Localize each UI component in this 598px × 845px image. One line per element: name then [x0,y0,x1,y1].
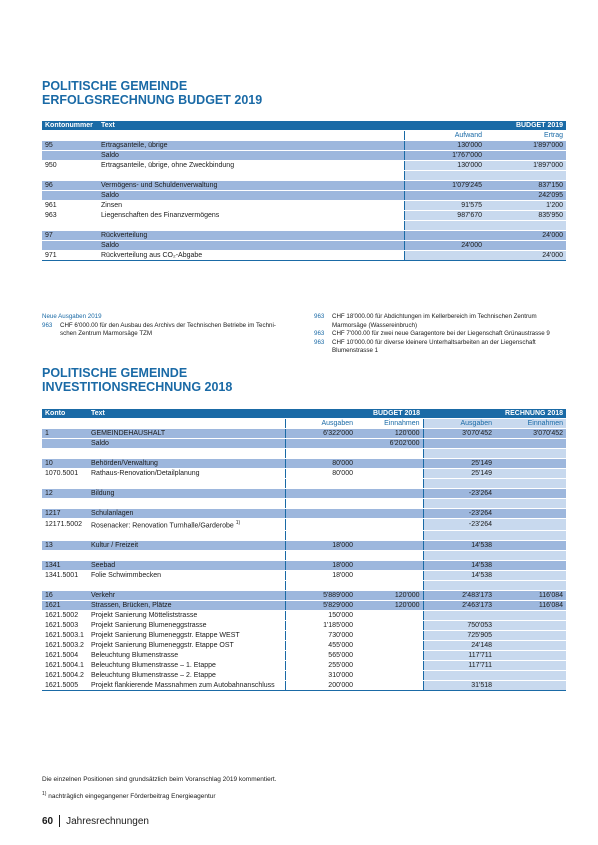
col-text: Text [98,121,404,131]
col-kontonummer: Kontonummer [42,121,98,131]
col-rechnung-einnahmen: Einnahmen [495,419,566,429]
col-rechnung-ausgaben: Ausgaben [423,419,495,429]
table-row: 1341.5001 Folie Schwimmbecken 18'000 14'538 [42,571,566,581]
table-row: Saldo 6'202'000 [42,439,566,449]
footnote-1 [42,790,216,801]
note-line: 963 CHF 18'000.00 für Abdichtungen im Kellerbereich im Technischen Zentrum [314,313,537,320]
notes-left [42,313,302,339]
table-row: 1621.5002 Projekt Sanierung Mötteliststrasse 150'000 [42,611,566,621]
investitionsrechnung-table [42,409,566,691]
section1-title-line2: ERFOLGSRECHNUNG BUDGET 2019 [42,93,263,107]
table-row: 16 Verkehr 5'889'000 120'000 2'483'173 116'084 [42,591,566,601]
table-row: 1621.5004.1 Beleuchtung Blumenstrasse – 1. Etappe 255'000 117'711 [42,661,566,671]
footnote-ref: 1) [235,520,241,526]
section2-title [42,366,232,394]
table-row: 950 Ertragsanteile, übrige, ohne Zweckbindung 130'000 1'897'000 [42,161,566,171]
col-text: Text [88,409,285,419]
table-row: 961 Zinsen 91'575 1'200 [42,201,566,211]
table-row: 1621.5004.2 Beleuchtung Blumenstrasse – 2. Etappe 310'000 [42,671,566,681]
table-row: 1621.5003 Projekt Sanierung Blumeneggstrasse 1'185'000 750'053 [42,621,566,631]
col-ertrag: Ertrag [485,131,566,141]
col-budget-ausgaben: Ausgaben [285,419,356,429]
note-line: Blumenstrasse 1 [332,347,379,354]
table-row: 971 Rückverteilung aus CO₂-Abgabe 24'000 [42,251,566,261]
col-konto: Konto [42,409,88,419]
table-row: 1621.5004 Beleuchtung Blumenstrasse 565'000 117'711 [42,651,566,661]
note-line: 963 CHF 10'000.00 für diverse kleinere Unterhaltsarbeiten an der Liegenschaft [314,338,536,346]
page-footer [42,815,149,827]
col-aufwand: Aufwand [404,131,485,141]
table-row: 1621.5005 Projekt flankierende Massnahmen zum Autobahnanschluss 200'000 31'518 [42,681,566,691]
table-row: 1217 Schulanlagen -23'264 [42,509,566,519]
page-divider [59,815,60,827]
section1-title-line1: POLITISCHE GEMEINDE [42,79,188,93]
section2-title-line1: POLITISCHE GEMEINDE [42,366,188,380]
footnote-marker: 1) [42,791,47,797]
table-row: 1621.5003.1 Projekt Sanierung Blumeneggstr. Etappe WEST 730'000 725'905 [42,631,566,641]
section1-title [42,79,262,107]
table-row: 1341 Seebad 18'000 14'538 [42,561,566,571]
note-line: Marmorsäge (Wassereinbruch) [332,321,418,329]
footnote-comment: Die einzelnen Positionen sind grundsätzlich beim Voranschlag 2019 kommentiert. [42,776,277,783]
page-label: Jahresrechnungen [66,815,149,827]
table-row: 12 Bildung -23'264 [42,489,566,499]
col-budget-2019: BUDGET 2019 [404,121,566,131]
table-row: 12171.5002 Rosenacker: Renovation Turnhalle/Garderobe $^{1)}$ -23'264 [42,519,566,531]
table-row: 10 Behörden/Verwaltung 80'000 25'149 [42,459,566,469]
table-row: Saldo 24'000 [42,241,566,251]
table-row: Saldo 242'095 [42,191,566,201]
col-rechnung-2018: RECHNUNG 2018 [423,409,566,419]
table-row: 96 Vermögens- und Schuldenverwaltung 1'079'245 837'150 [42,181,566,191]
page-number: 60 [42,815,54,827]
table-row: 13 Kultur / Freizeit 18'000 14'538 [42,541,566,551]
erfolgsrechnung-table [42,121,566,261]
note-line: 963 CHF 6'000.00 für den Ausbau des Archivs der Technischen Betriebe im Techni- [42,321,276,329]
table-row: 1621 Strassen, Brücken, Plätze 5'829'000 120'000 2'463'173 116'084 [42,601,566,611]
table-row: 1 GEMEINDEHAUSHALT 6'322'000 120'000 3'070'452 3'070'452 [42,429,566,439]
footnote-text: nachträglich eingegangener Förderbeitrag Energieagentur [48,793,216,801]
note-line: schen Zentrum Marmorsäge TZM [60,330,153,337]
table-row: 95 Ertragsanteile, übrige 130'000 1'897'000 [42,141,566,151]
table-row: Saldo 1'767'000 [42,151,566,161]
table-row: 963 Liegenschaften des Finanzvermögens 987'670 835'950 [42,211,566,221]
col-budget-einnahmen: Einnahmen [356,419,423,429]
note-line: 963 CHF 7'000.00 für zwei neue Garagentore bei der Liegenschaft Grünaustrasse 9 [314,330,550,337]
table-row: 1621.5003.2 Projekt Sanierung Blumeneggstr. Etappe OST 455'000 24'148 [42,641,566,651]
notes-right [314,313,574,356]
col-budget-2018: BUDGET 2018 [285,409,423,419]
table-row: 97 Rückverteilung 24'000 [42,231,566,241]
notes-heading: Neue Ausgaben 2019 [42,313,102,320]
table-row: 1070.5001 Rathaus-Renovation/Detailplanung 80'000 25'149 [42,469,566,479]
section2-title-line2: INVESTITIONSRECHNUNG 2018 [42,380,233,394]
